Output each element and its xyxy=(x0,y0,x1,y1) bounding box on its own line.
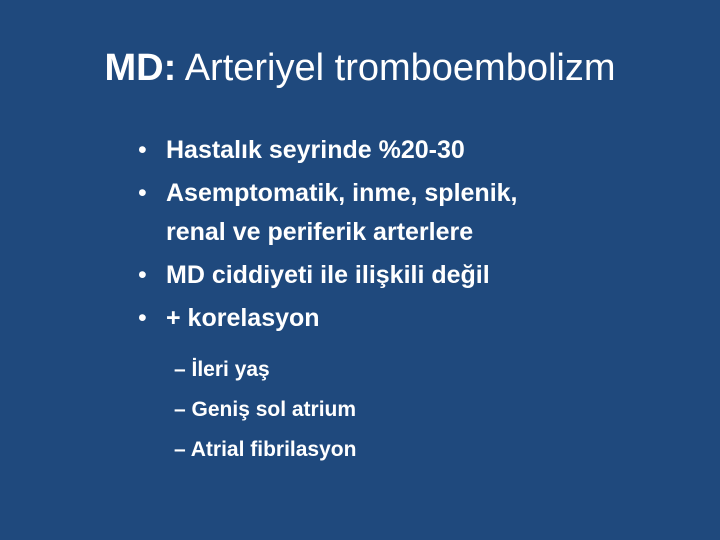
bullet-text: Hastalık seyrinde %20-30 xyxy=(166,136,465,164)
bullet-icon: • xyxy=(138,136,147,164)
bullet-text: MD ciddiyeti ile ilişkili değil xyxy=(166,261,490,289)
bullet-icon: • xyxy=(138,179,147,207)
slide-title xyxy=(0,40,720,96)
bullet-icon: • xyxy=(138,261,147,289)
subbullet-item: – Geniş sol atrium xyxy=(174,398,357,421)
subbullet-item: – İleri yaş xyxy=(174,358,270,381)
bullet-text: + korelasyon xyxy=(166,304,320,332)
bullet-text: Asemptomatik, inme, splenik, xyxy=(166,179,518,207)
subbullet-item: – Atrial fibrilasyon xyxy=(174,438,357,461)
bullet-item xyxy=(138,174,698,252)
bullet-icon: • xyxy=(138,304,147,332)
title-prefix: MD: xyxy=(104,47,177,89)
title-text: Arteriyel tromboembolizm xyxy=(176,47,616,89)
subbullet-list xyxy=(174,350,674,470)
bullet-text-continued: renal ve periferik arterlere xyxy=(166,218,474,246)
bullet-item xyxy=(138,299,698,338)
bullet-item xyxy=(138,256,698,295)
bullet-list xyxy=(138,131,698,342)
bullet-item xyxy=(138,131,698,170)
